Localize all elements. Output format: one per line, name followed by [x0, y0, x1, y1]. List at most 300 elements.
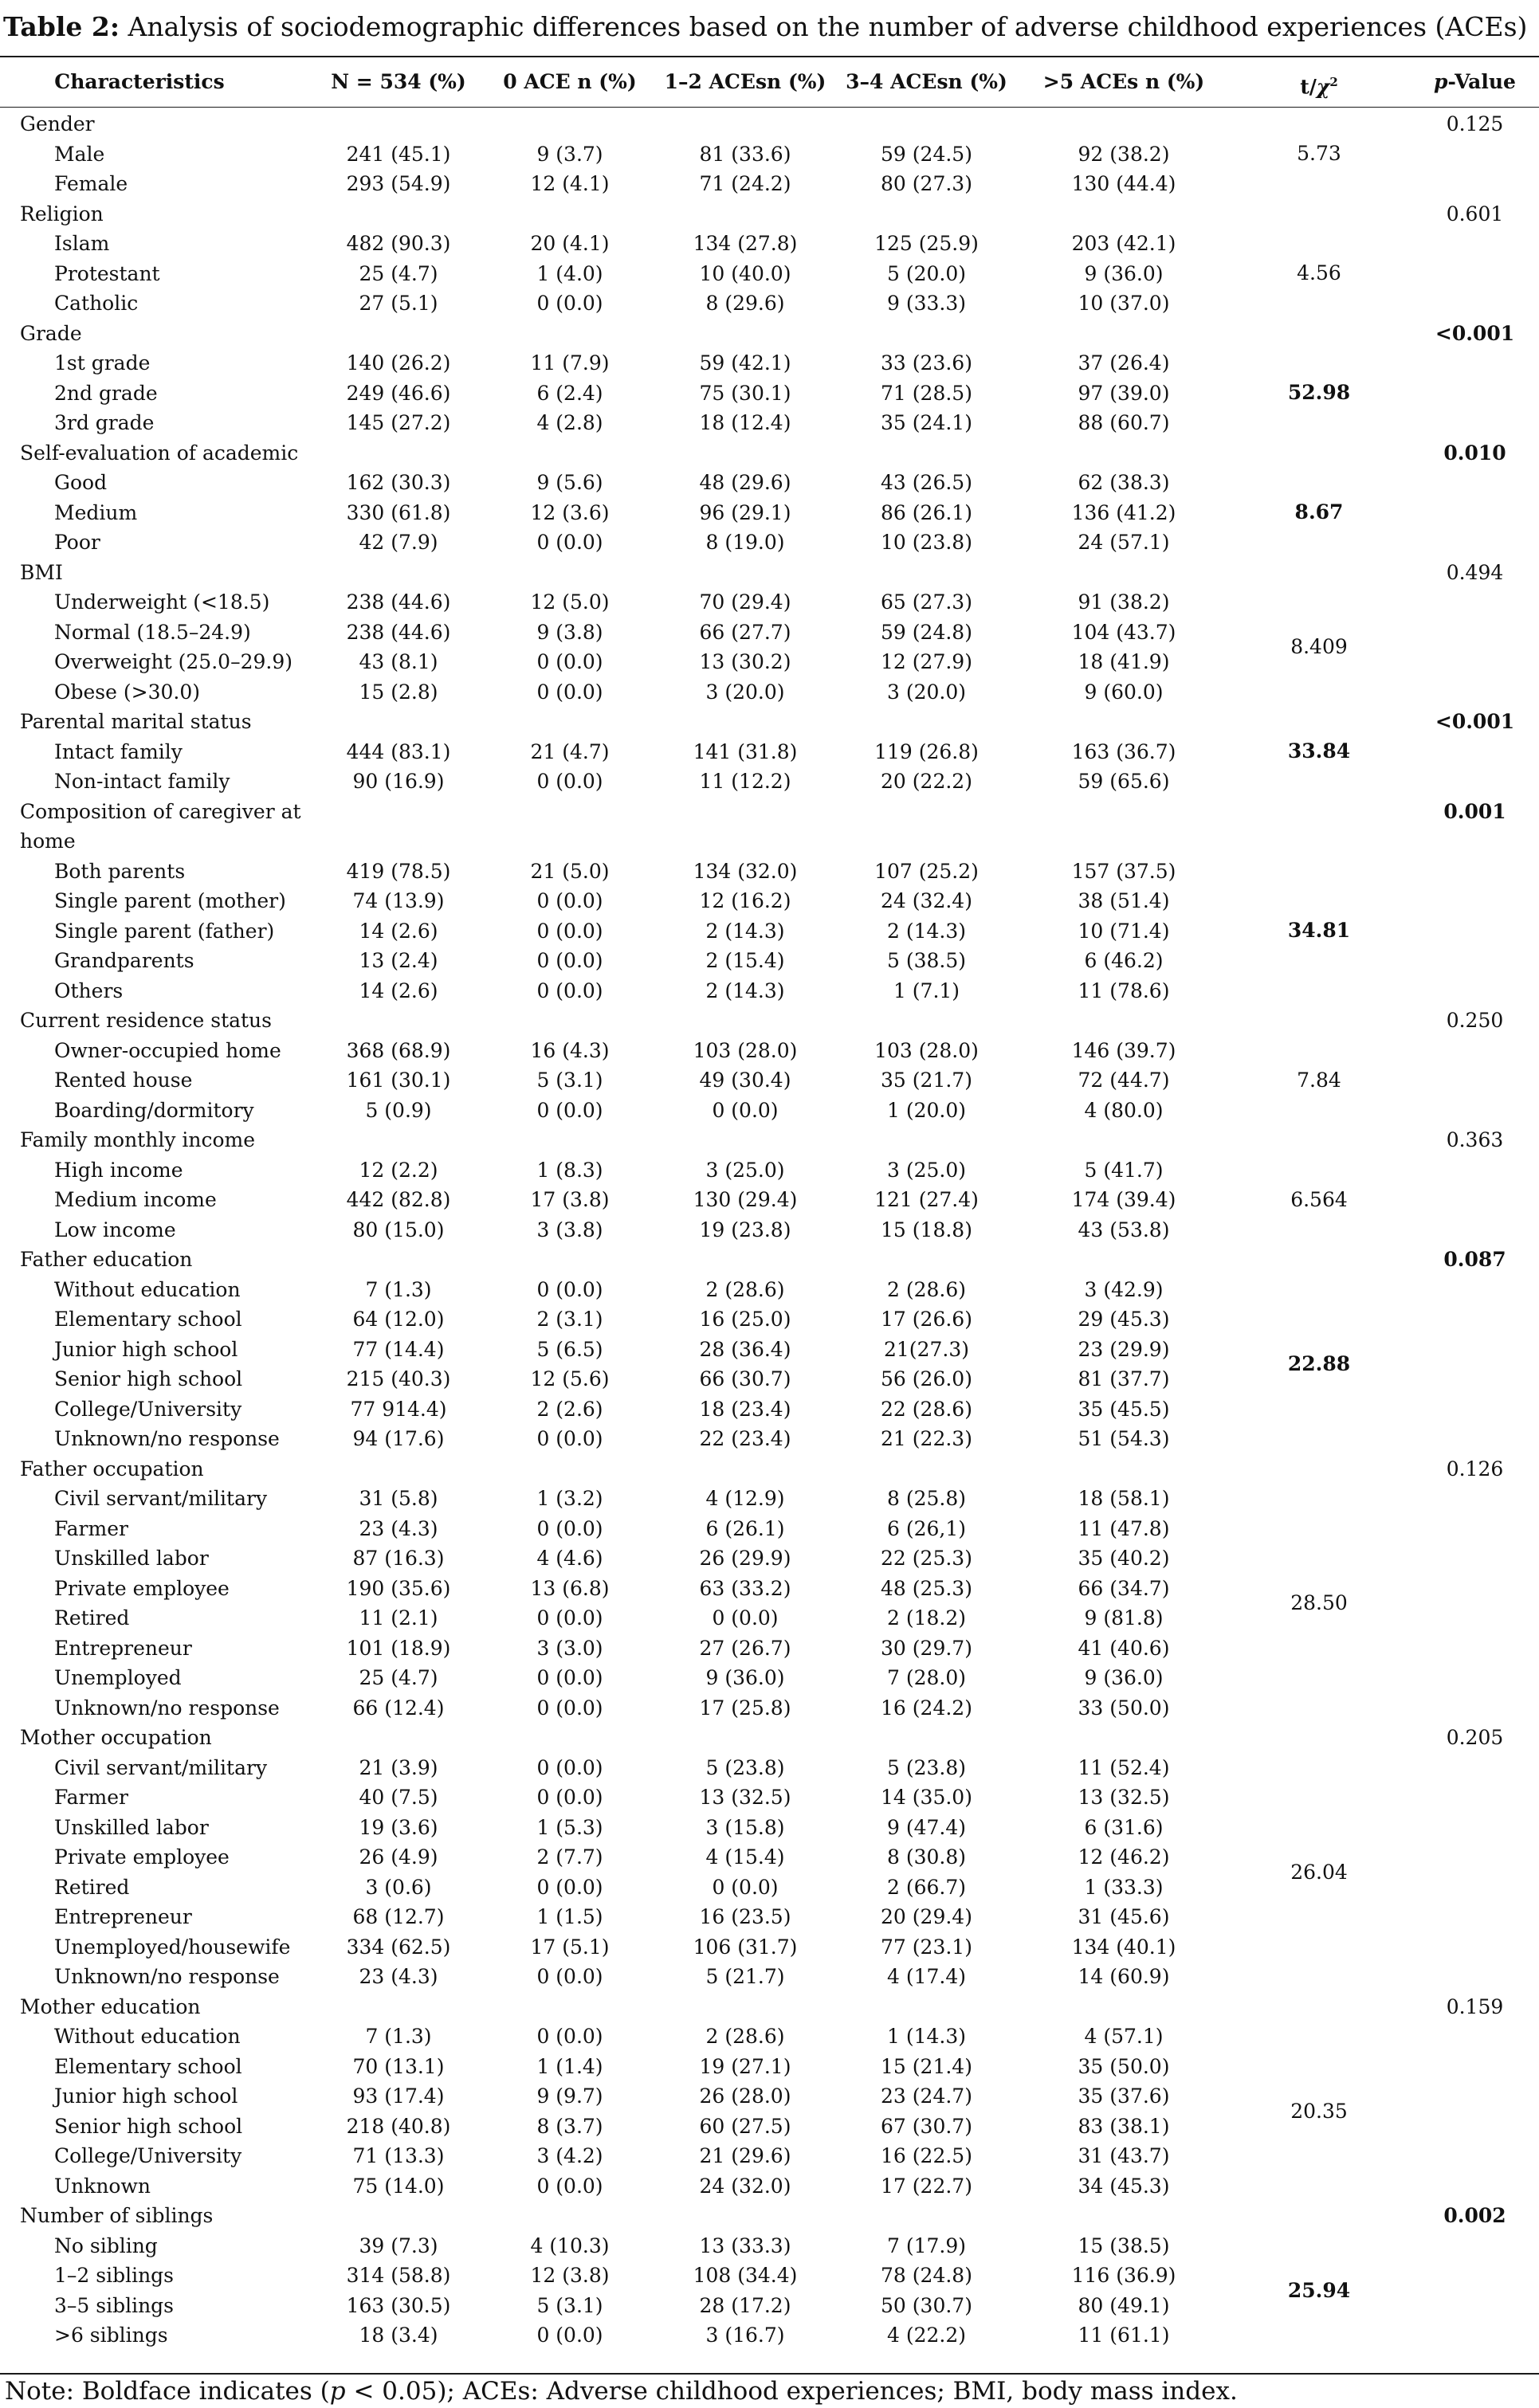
cell-value: 140 (26.2)	[346, 351, 451, 375]
cell-value: 70 (29.4)	[699, 590, 791, 614]
table-row	[0, 587, 1539, 618]
row-label: Islam	[54, 232, 110, 255]
cell-value: 3 (20.0)	[705, 680, 785, 704]
cell-value: 64 (12.0)	[352, 1308, 445, 1331]
row-label: Unknown	[54, 2174, 151, 2198]
cell-value: 1 (7.1)	[893, 978, 960, 1002]
cell-value: 125 (25.9)	[874, 232, 979, 255]
cell-value: 63 (33.2)	[699, 1576, 791, 1600]
cell-value: 75 (14.0)	[352, 2174, 445, 2198]
cell-value: 28 (17.2)	[699, 2293, 791, 2317]
row-label: Elementary school	[54, 1308, 242, 1331]
cell-value: 4 (4.6)	[536, 1547, 603, 1570]
group-title: Religion	[20, 202, 104, 226]
cell-value: 27 (26.7)	[699, 1636, 791, 1660]
row-label: Unknown/no response	[54, 1965, 280, 1988]
cell-value: 0 (0.0)	[536, 1427, 603, 1450]
table-row	[0, 2052, 1539, 2082]
test-statistic: 5.73	[1297, 142, 1341, 166]
group-title-row	[0, 707, 1539, 737]
test-statistic: 25.94	[1287, 2278, 1351, 2302]
cell-value: 11 (2.1)	[359, 1606, 438, 1630]
row-label: 2nd grade	[54, 381, 158, 405]
row-label: Private employee	[54, 1576, 230, 1600]
group-title: Mother occupation	[20, 1726, 212, 1749]
p-value: 0.494	[1446, 560, 1504, 584]
cell-value: 77 (23.1)	[881, 1935, 972, 1959]
cell-value: 67 (30.7)	[881, 2114, 972, 2138]
cell-value: 88 (60.7)	[1078, 411, 1170, 434]
cell-value: 19 (23.8)	[699, 1218, 791, 1241]
cell-value: 35 (21.7)	[881, 1069, 972, 1092]
cell-value: 71 (28.5)	[881, 381, 972, 405]
table-row	[0, 1633, 1539, 1664]
cell-value: 25 (4.7)	[359, 261, 438, 285]
row-label: 1–2 siblings	[54, 2264, 175, 2287]
group-title-row	[0, 1006, 1539, 1036]
p-value: 0.601	[1446, 202, 1504, 226]
table-row	[0, 1543, 1539, 1574]
bottom-rule	[0, 2373, 1539, 2375]
cell-value: 2 (15.4)	[705, 949, 785, 972]
test-statistic: 8.409	[1290, 635, 1348, 658]
cell-value: 92 (38.2)	[1078, 142, 1170, 166]
note-text-a: Note: Boldface indicates (	[5, 2377, 330, 2406]
row-label: Civil servant/military	[54, 1755, 268, 1779]
cell-value: 13 (32.5)	[699, 1786, 791, 1809]
group-title-row	[0, 1723, 1539, 1753]
cell-value: 15 (21.4)	[881, 2054, 972, 2078]
row-label: Junior high school	[54, 1337, 238, 1361]
row-label: Non-intact family	[54, 770, 230, 793]
test-statistic: 6.564	[1290, 1187, 1348, 1211]
row-label: Senior high school	[54, 2114, 243, 2138]
table-row	[0, 468, 1539, 498]
cell-value: 30 (29.7)	[881, 1636, 972, 1660]
cell-value: 18 (3.4)	[359, 2324, 438, 2347]
cell-value: 31 (5.8)	[359, 1487, 438, 1510]
row-label: Poor	[54, 531, 100, 554]
row-label: Intact family	[54, 739, 183, 763]
table-row	[0, 2141, 1539, 2171]
cell-value: 3 (16.7)	[705, 2324, 785, 2347]
cell-value: 48 (25.3)	[881, 1576, 972, 1600]
cell-value: 0 (0.0)	[536, 2174, 603, 2198]
cell-value: 314 (58.8)	[346, 2264, 451, 2287]
table-title	[3, 2, 1537, 53]
cell-value: 16 (22.5)	[881, 2144, 972, 2167]
group-title: Father occupation	[20, 1457, 204, 1480]
group-title-row	[0, 199, 1539, 229]
cell-value: 21(27.3)	[884, 1337, 969, 1361]
p-value: 0.159	[1446, 1994, 1504, 2018]
cell-value: 8 (30.8)	[886, 1845, 967, 1869]
cell-value: 22 (28.6)	[881, 1397, 972, 1421]
p-value: 0.250	[1446, 1009, 1504, 1032]
cell-value: 17 (3.8)	[530, 1188, 610, 1211]
note-text-b: < 0.05); ACEs: Adverse childhood experiences; BMI, body mass index.	[345, 2377, 1238, 2406]
cell-value: 119 (26.8)	[874, 739, 979, 763]
cell-value: 0 (0.0)	[536, 2324, 603, 2347]
cell-value: 59 (24.8)	[881, 620, 972, 644]
cell-value: 4 (57.1)	[1084, 2025, 1164, 2048]
cell-value: 141 (31.8)	[693, 739, 798, 763]
table-row	[0, 1813, 1539, 1843]
row-label: Retired	[54, 1875, 130, 1899]
cell-value: 35 (45.5)	[1078, 1397, 1170, 1421]
cell-value: 368 (68.9)	[346, 1038, 451, 1062]
table-row	[0, 1304, 1539, 1335]
row-label: Male	[54, 142, 105, 166]
cell-value: 163 (36.7)	[1071, 739, 1176, 763]
row-label: Female	[54, 172, 128, 195]
table-row	[0, 2171, 1539, 2202]
p-value: <0.001	[1435, 710, 1515, 733]
table-row	[0, 2022, 1539, 2052]
row-label: Single parent (mother)	[54, 889, 286, 912]
cell-value: 48 (29.6)	[699, 471, 791, 494]
cell-value: 21 (4.7)	[530, 739, 610, 763]
cell-value: 62 (38.3)	[1078, 471, 1170, 494]
group-title: Father education	[20, 1248, 193, 1271]
row-label: Good	[54, 471, 108, 494]
row-label: Medium	[54, 500, 138, 524]
cell-value: 5 (3.1)	[536, 1069, 603, 1092]
group-title-row	[0, 826, 1539, 857]
cell-value: 9 (47.4)	[886, 1815, 967, 1839]
cell-value: 80 (49.1)	[1078, 2293, 1170, 2317]
cell-value: 3 (0.6)	[365, 1875, 432, 1899]
cell-value: 442 (82.8)	[346, 1188, 451, 1211]
cell-value: 4 (17.4)	[886, 1965, 967, 1988]
p-value: <0.001	[1435, 321, 1515, 345]
cell-value: 2 (18.2)	[886, 1606, 967, 1630]
cell-value: 74 (13.9)	[352, 889, 445, 912]
cell-value: 7 (28.0)	[886, 1666, 967, 1689]
table-row	[0, 1155, 1539, 1186]
cell-value: 108 (34.4)	[693, 2264, 798, 2287]
cell-value: 21 (3.9)	[359, 1755, 438, 1779]
cell-value: 0 (0.0)	[536, 770, 603, 793]
p-value: 0.126	[1446, 1457, 1504, 1480]
cell-value: 5 (41.7)	[1084, 1158, 1164, 1182]
cell-value: 8 (25.8)	[886, 1487, 967, 1510]
row-label: Unemployed/housewife	[54, 1935, 291, 1959]
cell-value: 6 (46.2)	[1084, 949, 1164, 972]
cell-value: 93 (17.4)	[352, 2084, 445, 2108]
cell-value: 81 (37.7)	[1078, 1367, 1170, 1390]
cell-value: 12 (16.2)	[699, 889, 791, 912]
row-label: Owner-occupied home	[54, 1038, 281, 1062]
cell-value: 134 (40.1)	[1071, 1935, 1176, 1959]
cell-value: 50 (30.7)	[881, 2293, 972, 2317]
cell-value: 87 (16.3)	[352, 1547, 445, 1570]
cell-value: 16 (4.3)	[530, 1038, 610, 1062]
cell-value: 59 (24.5)	[881, 142, 972, 166]
cell-value: 68 (12.7)	[352, 1905, 445, 1928]
cell-value: 134 (27.8)	[693, 232, 798, 255]
cell-value: 0 (0.0)	[536, 978, 603, 1002]
table-note	[5, 2377, 1238, 2406]
cell-value: 56 (26.0)	[881, 1367, 972, 1390]
row-label: >6 siblings	[54, 2324, 168, 2347]
cell-value: 3 (25.0)	[886, 1158, 967, 1182]
cell-value: 215 (40.3)	[346, 1367, 451, 1390]
table-row	[0, 288, 1539, 319]
cell-value: 23 (29.9)	[1078, 1337, 1170, 1361]
cell-value: 86 (26.1)	[881, 500, 972, 524]
group-title: Composition of caregiver at	[20, 799, 301, 823]
cell-value: 40 (7.5)	[359, 1786, 438, 1809]
cell-value: 2 (7.7)	[536, 1845, 603, 1869]
cell-value: 13 (32.5)	[1078, 1786, 1170, 1809]
group-title-row	[0, 1992, 1539, 2022]
cell-value: 9 (5.6)	[536, 471, 603, 494]
cell-value: 20 (29.4)	[881, 1905, 972, 1928]
cell-value: 6 (31.6)	[1084, 1815, 1164, 1839]
cell-value: 1 (14.3)	[886, 2025, 967, 2048]
cell-value: 80 (15.0)	[352, 1218, 445, 1241]
cell-value: 2 (2.6)	[536, 1397, 603, 1421]
cell-value: 24 (57.1)	[1078, 531, 1170, 554]
header-rule	[0, 107, 1539, 108]
cell-value: 21 (22.3)	[881, 1427, 972, 1450]
cell-value: 71 (24.2)	[699, 172, 791, 195]
p-value: 0.125	[1446, 112, 1504, 135]
group-title: Parental marital status	[20, 710, 252, 733]
row-label: Overweight (25.0–29.9)	[54, 650, 292, 673]
cell-value: 0 (0.0)	[536, 1666, 603, 1689]
cell-value: 15 (18.8)	[881, 1218, 972, 1241]
cell-value: 104 (43.7)	[1071, 620, 1176, 644]
cell-value: 83 (38.1)	[1078, 2114, 1170, 2138]
cell-value: 41 (40.6)	[1078, 1636, 1170, 1660]
cell-value: 0 (0.0)	[712, 1606, 779, 1630]
cell-value: 1 (4.0)	[536, 261, 603, 285]
cell-value: 91 (38.2)	[1078, 590, 1170, 614]
table-row	[0, 2231, 1539, 2261]
cell-value: 35 (40.2)	[1078, 1547, 1170, 1570]
row-label: Unknown/no response	[54, 1427, 280, 1450]
test-statistic: 28.50	[1290, 1591, 1348, 1614]
cell-value: 0 (0.0)	[536, 1786, 603, 1809]
cell-value: 7 (1.3)	[365, 1277, 432, 1301]
cell-value: 43 (8.1)	[359, 650, 438, 673]
cell-value: 1 (1.4)	[536, 2054, 603, 2078]
group-title: Self-evaluation of academic	[20, 441, 299, 465]
group-title: BMI	[20, 560, 63, 584]
cell-value: 22 (23.4)	[699, 1427, 791, 1450]
table-row	[0, 1275, 1539, 1305]
cell-value: 9 (3.8)	[536, 620, 603, 644]
row-label: Civil servant/military	[54, 1487, 268, 1510]
table-row	[0, 1394, 1539, 1425]
row-label: Junior high school	[54, 2084, 238, 2108]
cell-value: 2 (14.3)	[705, 919, 785, 943]
cell-value: 2 (28.6)	[705, 2025, 785, 2048]
cell-value: 0 (0.0)	[536, 680, 603, 704]
cell-value: 10 (37.0)	[1078, 292, 1170, 315]
cell-value: 163 (30.5)	[346, 2293, 451, 2317]
cell-value: 24 (32.0)	[699, 2174, 791, 2198]
cell-value: 11 (7.9)	[530, 351, 610, 375]
group-title-row	[0, 109, 1539, 139]
cell-value: 9 (60.0)	[1084, 680, 1164, 704]
cell-value: 18 (41.9)	[1078, 650, 1170, 673]
cell-value: 0 (0.0)	[712, 1875, 779, 1899]
row-label: Unskilled labor	[54, 1547, 209, 1570]
cell-value: 14 (2.6)	[359, 978, 438, 1002]
cell-value: 43 (53.8)	[1078, 1218, 1170, 1241]
cell-value: 17 (25.8)	[699, 1696, 791, 1720]
cell-value: 65 (27.3)	[881, 590, 972, 614]
cell-value: 121 (27.4)	[874, 1188, 979, 1211]
cell-value: 8 (29.6)	[705, 292, 785, 315]
cell-value: 0 (0.0)	[536, 1277, 603, 1301]
group-title: Family monthly income	[20, 1128, 256, 1151]
group-title-row	[0, 438, 1539, 469]
cell-value: 174 (39.4)	[1071, 1188, 1176, 1211]
cell-value: 17 (5.1)	[530, 1935, 610, 1959]
row-label: Others	[54, 978, 124, 1002]
cell-value: 17 (22.7)	[881, 2174, 972, 2198]
header-test-stat: $t/\chi^2$	[1300, 75, 1338, 99]
cell-value: 241 (45.1)	[346, 142, 451, 166]
table-row	[0, 1484, 1539, 1514]
row-label: No sibling	[54, 2233, 158, 2257]
table-number: Table 2:	[3, 11, 120, 42]
table-row	[0, 857, 1539, 887]
cell-value: 13 (2.4)	[359, 949, 438, 972]
cell-value: 14 (60.9)	[1078, 1965, 1170, 1988]
header-0-ace: 0 ACE n (%)	[503, 70, 637, 93]
cell-value: 90 (16.9)	[352, 770, 445, 793]
cell-value: 37 (26.4)	[1078, 351, 1170, 375]
cell-value: 161 (30.1)	[346, 1069, 451, 1092]
cell-value: 15 (38.5)	[1078, 2233, 1170, 2257]
cell-value: 59 (42.1)	[699, 351, 791, 375]
table-row	[0, 1424, 1539, 1454]
table-row	[0, 1514, 1539, 1544]
group-title: Mother education	[20, 1994, 201, 2018]
cell-value: 5 (3.1)	[536, 2293, 603, 2317]
cell-value: 1 (8.3)	[536, 1158, 603, 1182]
cell-value: 145 (27.2)	[346, 411, 451, 434]
cell-value: 5 (20.0)	[886, 261, 967, 285]
cell-value: 23 (24.7)	[881, 2084, 972, 2108]
cell-value: 10 (23.8)	[881, 531, 972, 554]
row-label: Underweight (<18.5)	[54, 590, 270, 614]
cell-value: 35 (24.1)	[881, 411, 972, 434]
cell-value: 19 (27.1)	[699, 2054, 791, 2078]
cell-value: 2 (28.6)	[705, 1277, 785, 1301]
table-row	[0, 1663, 1539, 1693]
cell-value: 9 (9.7)	[536, 2084, 603, 2108]
cell-value: 35 (50.0)	[1078, 2054, 1170, 2078]
cell-value: 11 (52.4)	[1078, 1755, 1170, 1779]
cell-value: 130 (44.4)	[1071, 172, 1176, 195]
group-title-row	[0, 1125, 1539, 1155]
cell-value: 3 (20.0)	[886, 680, 967, 704]
cell-value: 2 (28.6)	[886, 1277, 967, 1301]
test-statistic: 20.35	[1290, 2099, 1348, 2123]
cell-value: 0 (0.0)	[536, 1516, 603, 1540]
table-row	[0, 677, 1539, 708]
cell-value: 94 (17.6)	[352, 1427, 445, 1450]
cell-value: 5 (23.8)	[886, 1755, 967, 1779]
cell-value: 6 (26.1)	[705, 1516, 785, 1540]
test-statistic: 22.88	[1287, 1352, 1351, 1375]
cell-value: 18 (23.4)	[699, 1397, 791, 1421]
row-label: Single parent (father)	[54, 919, 275, 943]
row-label: Farmer	[54, 1516, 128, 1540]
table-row	[0, 1932, 1539, 1963]
cell-value: 0 (0.0)	[536, 1696, 603, 1720]
cell-value: 0 (0.0)	[536, 1965, 603, 1988]
cell-value: 162 (30.3)	[346, 471, 451, 494]
table-row	[0, 1753, 1539, 1783]
cell-value: 13 (6.8)	[530, 1576, 610, 1600]
cell-value: 13 (30.2)	[699, 650, 791, 673]
cell-value: 16 (23.5)	[699, 1905, 791, 1928]
cell-value: 3 (3.8)	[536, 1218, 603, 1241]
cell-value: 12 (5.0)	[530, 590, 610, 614]
group-title: Number of siblings	[20, 2204, 214, 2227]
row-label: Rented house	[54, 1069, 193, 1092]
cell-value: 17 (26.6)	[881, 1308, 972, 1331]
cell-value: 18 (58.1)	[1078, 1487, 1170, 1510]
cell-value: 2 (14.3)	[705, 978, 785, 1002]
table-row	[0, 169, 1539, 199]
cell-value: 13 (33.3)	[699, 2233, 791, 2257]
table-row	[0, 527, 1539, 558]
cell-value: 0 (0.0)	[536, 2025, 603, 2048]
test-statistic: 26.04	[1290, 1860, 1348, 1884]
group-title: Current residence status	[20, 1009, 272, 1032]
cell-value: 103 (28.0)	[693, 1038, 798, 1062]
cell-value: 9 (36.0)	[705, 1666, 785, 1689]
cell-value: 34 (45.3)	[1078, 2174, 1170, 2198]
row-label: Private employee	[54, 1845, 230, 1869]
group-title-row	[0, 1454, 1539, 1484]
row-label: Grandparents	[54, 949, 194, 972]
cell-value: 3 (15.8)	[705, 1815, 785, 1839]
p-value: 0.087	[1443, 1248, 1506, 1271]
row-label: Normal (18.5–24.9)	[54, 620, 251, 644]
table-row	[0, 1693, 1539, 1724]
cell-value: 293 (54.9)	[346, 172, 451, 195]
cell-value: 35 (37.6)	[1078, 2084, 1170, 2108]
cell-value: 5 (6.5)	[536, 1337, 603, 1361]
cell-value: 0 (0.0)	[536, 292, 603, 315]
cell-value: 4 (10.3)	[530, 2233, 610, 2257]
cell-value: 7 (17.9)	[886, 2233, 967, 2257]
cell-value: 66 (30.7)	[699, 1367, 791, 1390]
cell-value: 334 (62.5)	[346, 1935, 451, 1959]
cell-value: 3 (3.0)	[536, 1636, 603, 1660]
cell-value: 0 (0.0)	[536, 1875, 603, 1899]
cell-value: 249 (46.6)	[346, 381, 451, 405]
cell-value: 0 (0.0)	[536, 531, 603, 554]
cell-value: 1 (20.0)	[886, 1098, 967, 1122]
cell-value: 77 (14.4)	[352, 1337, 445, 1361]
cell-value: 77 914.4)	[350, 1397, 447, 1421]
cell-value: 4 (22.2)	[886, 2324, 967, 2347]
cell-value: 12 (3.8)	[530, 2264, 610, 2287]
cell-value: 4 (15.4)	[705, 1845, 785, 1869]
cell-value: 12 (3.6)	[530, 500, 610, 524]
cell-value: 75 (30.1)	[699, 381, 791, 405]
